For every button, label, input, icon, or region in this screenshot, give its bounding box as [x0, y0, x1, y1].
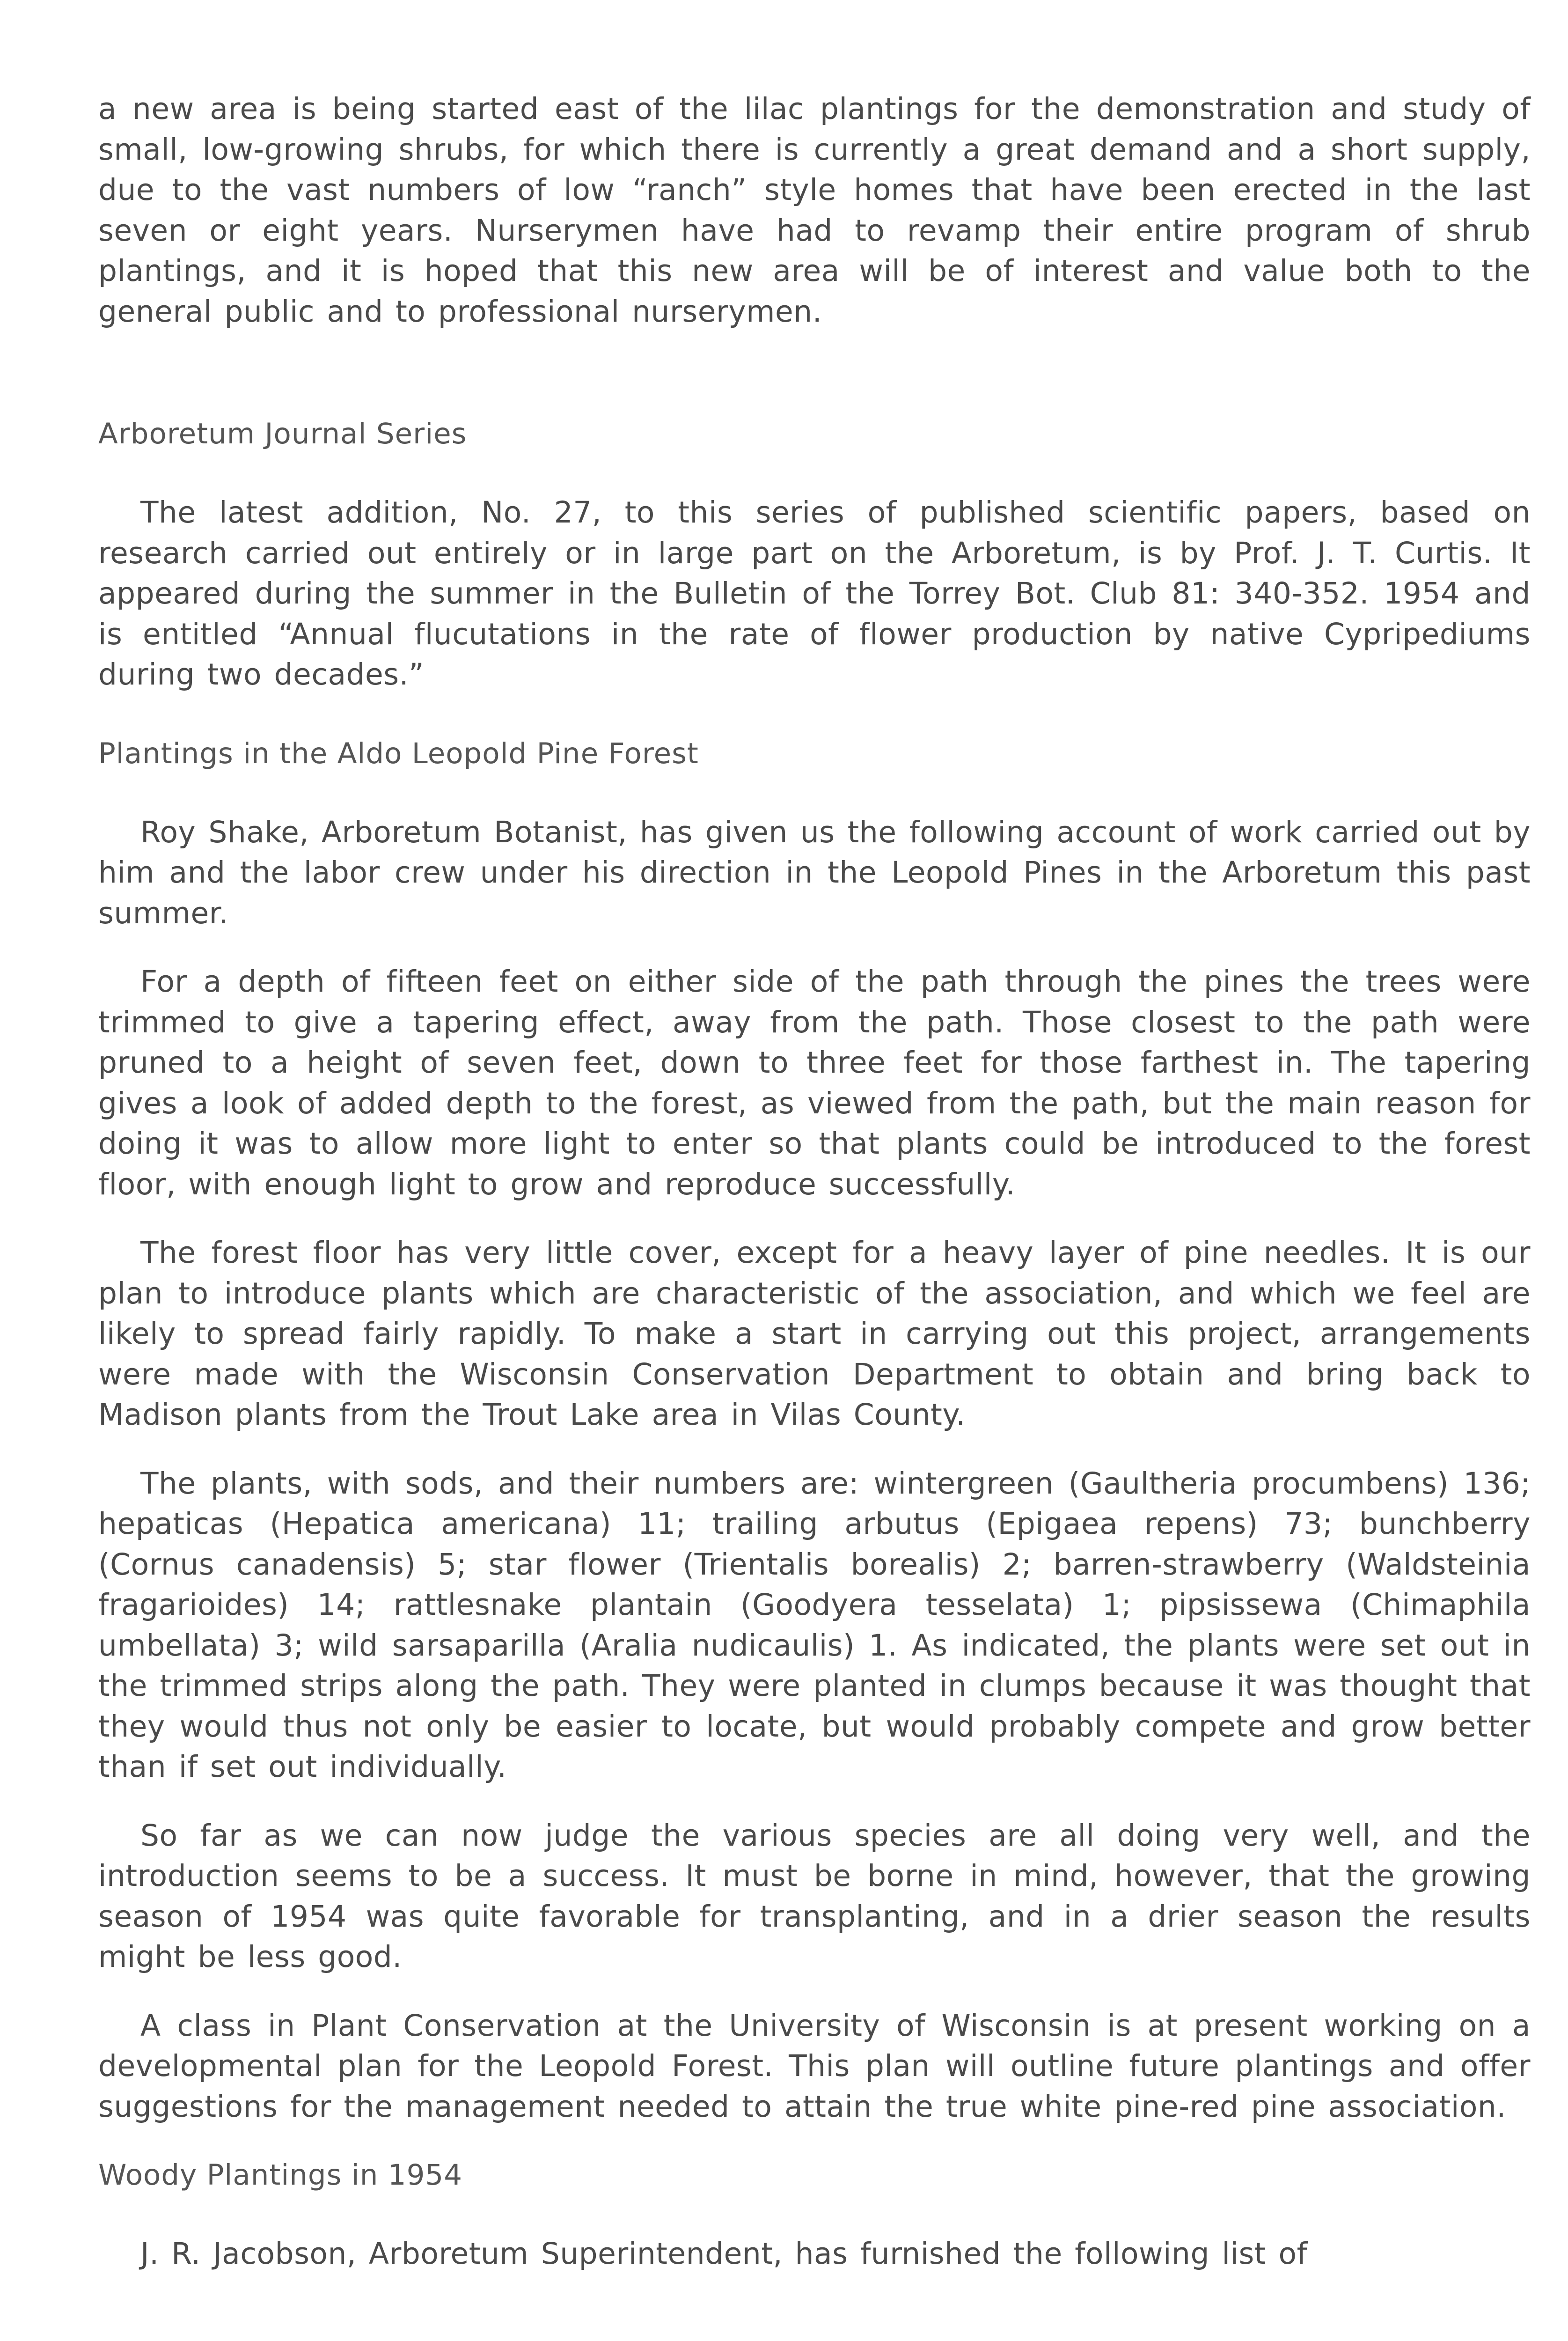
spacer [98, 774, 1531, 812]
journal-series-paragraph: The latest addition, No. 27, to this series of published scientific papers, based on research carried out entirely or in large part on the Arboretum, is by Prof. J. T. Curtis. It appeared during the summer in the Bulletin of the Torrey Bot. Club 81: 340-352. 1954 and is entitled “Annual flucutations in the rate of flower production by native Cypripediums during two decades.” [98, 495, 1531, 692]
spacer [98, 2195, 1531, 2234]
spacer [98, 695, 1531, 734]
leopold-paragraph-3: The forest floor has very little cover, except for a heavy layer of pine needles. It is our plan to introduce plants which are characteristic of the association, and which we feel are likely to spread fairly rapidly. To make a start in carrying out this project, arrangements were made with the Wisconsin Conservation Department to obtain and bring back to Madison plants from the Trout Lake area in Vilas County. [98, 1236, 1531, 1432]
spacer [98, 332, 1531, 414]
document-page [98, 89, 1531, 2275]
spacer [98, 2127, 1531, 2155]
leopold-paragraph-4: The plants, with sods, and their numbers are: wintergreen (Gaultheria procumbens) 136; hepaticas (Hepatica americana) 11; trailing arbutus (Epigaea repens) 73; bunchberry (Cornus canadensis) 5; star flower (Trientalis borealis) 2; barren-strawberry (Waldsteinia fragarioides) 14; rattlesnake plantain (Goodyera tesselata) 1; pipsissewa (Chimaphila umbellata) 3; wild sarsaparilla (Aralia nudicaulis) 1. As indicated, the plants were set out in the trimmed strips along the path. They were planted in clumps because it was thought that they would thus not only be easier to locate, but would probably compete and grow better than if set out individually. [98, 1466, 1531, 1784]
spacer [98, 454, 1531, 493]
woody-plantings-paragraph: J. R. Jacobson, Arboretum Superintendent, has furnished the following list of [140, 2237, 1308, 2271]
section-heading-leopold-pine-forest: Plantings in the Aldo Leopold Pine Forest [98, 736, 699, 770]
spacer [98, 1788, 1531, 1816]
section-heading-journal-series: Arboretum Journal Series [98, 417, 467, 450]
spacer [98, 934, 1531, 962]
leopold-paragraph-5: So far as we can now judge the various species are all doing very well, and the introduction seems to be a success. It must be borne in mind, however, that the growing season of 1954 was quite favorable for transplanting, and in a drier season the results might be less good. [98, 1818, 1531, 1974]
spacer [98, 1205, 1531, 1233]
leopold-paragraph-2: For a depth of fifteen feet on either side of the path through the pines the trees were trimmed to give a tapering effect, away from the path. Those closest to the path were pruned to a height of seven feet, down to three feet for those farthest in. The tapering gives a look of added depth to the forest, as viewed from the path, but the main reason for doing it was to allow more light to enter so that plants could be introduced to the forest floor, with enough light to grow and reproduce successfully. [98, 964, 1531, 1201]
spacer [98, 1436, 1531, 1464]
spacer [98, 1978, 1531, 2006]
section-heading-woody-plantings: Woody Plantings in 1954 [98, 2158, 463, 2192]
leopold-paragraph-1: Roy Shake, Arboretum Botanist, has given us the following account of work carried out by him and the labor crew under his direction in the Leopold Pines in the Arboretum this past summer. [98, 815, 1531, 930]
leopold-paragraph-6: A class in Plant Conservation at the University of Wisconsin is at present working on a developmental plan for the Leopold Forest. This plan will outline future plantings and offer suggestions for the management needed to attain the true white pine-red pine association. [98, 2008, 1531, 2124]
intro-paragraph: a new area is being started east of the lilac plantings for the demonstration and study of small, low-growing shrubs, for which there is currently a great demand and a short supply, due to the vast numbers of low “ranch” style homes that have been erected in the last seven or eight years. Nurserymen have had to revamp their entire program of shrub plantings, and it is hoped that this new area will be of interest and value both to the general public and to professional nurserymen. [98, 92, 1531, 329]
